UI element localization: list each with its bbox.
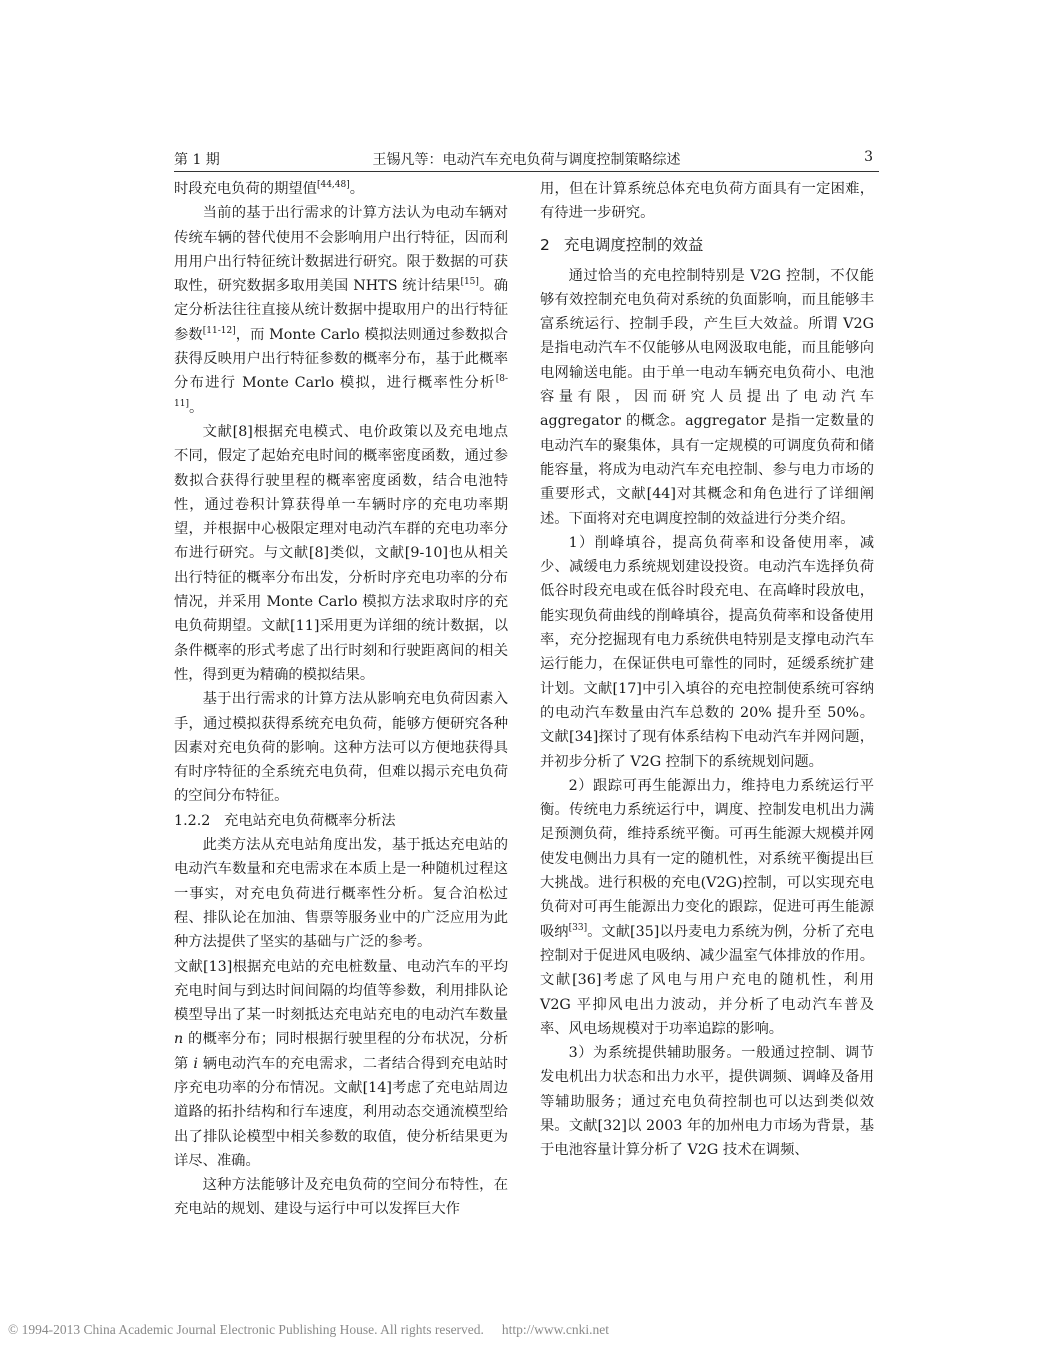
subsection-number: 1.2.2 <box>174 812 211 829</box>
paragraph: 这种方法能够计及充电负荷的空间分布特性，在充电站的规划、建设与运行中可以发挥巨大作 <box>174 1177 508 1218</box>
variable-n: n <box>174 1031 184 1048</box>
subsection-title: 充电站充电负荷概率分析法 <box>224 812 396 829</box>
paragraph <box>174 201 508 420</box>
citation: [33] <box>568 922 588 933</box>
right-column <box>540 177 874 1163</box>
citation: [15] <box>460 277 479 288</box>
text-run: 辆电动汽车的充电需求，二者结合得到充电站时序充电功率的分布情况。文献[14]考虑了充电站周边道路的拓扑结构和行车速度，利用动态交通流模型给出了排队论模型中相关参数的取值，使分析结果更为详尽、准确。 <box>174 1055 509 1169</box>
citation: [44,48] <box>316 180 350 191</box>
text-run: 文献[13]根据充电站的充电桩数量、电动汽车的平均充电时间与到达时间间隔的均值等参数，利用排队论模型导出了某一时刻抵达充电站充电的电动汽车数量 <box>174 958 508 1024</box>
paragraph: 3）为系统提供辅助服务。一般通过控制、调节发电机出力状态和出力水平，提供调频、调峰及备用等辅助服务；通过充电负荷控制也可以达到类似效果。文献[32]以 2003 年的加州电力市场为背景，基于电池容量计算分析了 V2G 技术在调频、 <box>540 1045 874 1159</box>
running-header <box>174 149 879 172</box>
page-number: 3 <box>864 149 873 165</box>
text-run: 当前的基于出行需求的计算方法认为电动车辆对传统车辆的替代使用不会影响用户出行特征，因而利用用户出行特征统计数据进行研究。限于数据的可获取性，研究数据多取用美国 NHTS 统计结果 <box>174 205 508 295</box>
citation: [8-11] <box>174 374 508 409</box>
text-run: 。 <box>349 181 365 197</box>
paragraph: 基于出行需求的计算方法从影响充电负荷因素入手，通过模拟获得系统充电负荷，能够方便研究各种因素对充电负荷的影响。这种方法可以方便地获得具有时序特征的全系统充电负荷，但难以揭示充电负荷的空间分布特征。 <box>174 691 508 805</box>
text-run: 2）跟踪可再生能源出力，维持电力系统运行平衡。传统电力系统运行中，调度、控制发电机出力满足预测负荷，维持系统平衡。可再生能源大规模并网使发电侧出力具有一定的随机性，对系统平衡提出巨大挑战。进行积极的充电(V2G)控制，可以实现充电负荷对可再生能源出力变化的跟踪，促进可再生能源吸纳 <box>540 777 874 940</box>
section-number: 2 <box>540 235 550 254</box>
text-run: 的概率分布；同时根据行驶里程的分布状况，分析第 <box>174 1031 508 1072</box>
paragraph <box>174 177 508 201</box>
left-column <box>174 177 508 1222</box>
copyright-text: © 1994-2013 China Academic Journal Electronic Publishing House. All rights reserved. <box>8 1322 484 1337</box>
footer-url[interactable]: http://www.cnki.net <box>501 1322 610 1337</box>
section-heading <box>540 230 874 260</box>
running-title: 王锡凡等：电动汽车充电负荷与调度控制策略综述 <box>372 152 681 168</box>
text-run: 。 <box>188 399 204 416</box>
text-run: 时段充电负荷的期望值 <box>174 181 317 197</box>
text-run: 。确定分析法往往直接从统计数据中提取用户的出行特征参数 <box>174 278 508 343</box>
variable-i: i <box>193 1055 198 1072</box>
subsection-heading <box>174 809 508 833</box>
paragraph: 用，但在计算系统总体充电负荷方面具有一定困难，有待进一步研究。 <box>540 181 874 222</box>
issue-number: 第 1 期 <box>174 152 220 168</box>
paragraph: 1）削峰填谷，提高负荷率和设备使用率，减少、减缓电力系统规划建设投资。电动汽车选择负荷低谷时段充电或在低谷时段充电、在高峰时段放电，能实现负荷曲线的削峰填谷，提高负荷率和设备使用率，充分挖掘现有电力系统供电特别是支撑电动汽车运行能力，在保证供电可靠性的同时，延缓系统扩建计划。文献[17]中引入填谷的充电控制使系统可容纳的电动汽车数量由汽车总数的 20% 提升至 50%。文献[34]探讨了现有体系结构下电动汽车并网问题，并初步分析了 V2G 控制下的系统规划问题。 <box>540 534 874 770</box>
text-run: 。文献[35]以丹麦电力系统为例，分析了充电控制对于促进风电吸纳、减少温室气体排放的作用。文献[36]考虑了风电与用户充电的随机性，利用 V2G 平抑风电出力波动，并分析了电动汽车普及率、风电场规模对于功率追踪的影响。 <box>540 923 874 1037</box>
paragraph <box>540 774 874 1041</box>
paragraph: 此类方法从充电站角度出发，基于抵达充电站的电动汽车数量和充电需求在本质上是一种随机过程这一事实，对充电负荷进行概率性分析。复合泊松过程、排队论在加油、售票等服务业中的广泛应用为此种方法提供了坚实的基础与广泛的参考。 <box>174 837 508 951</box>
citation: [11-12] <box>202 326 236 337</box>
paragraph: 通过恰当的充电控制特别是 V2G 控制，不仅能够有效控制充电负荷对系统的负面影响，而且能够丰富系统运行、控制手段，产生巨大效益。所谓 V2G 是指电动汽车不仅能够从电网汲取电能，而且能够向电网输送电能。由于单一电动车辆充电负荷小、电池容量有限，因而研究人员提出了电动汽车 aggregator 的概念。aggregator 是指一定数量的电动汽车的聚集体，具有一定规模的可调度负荷和储能容量，将成为电动汽车充电控制、参与电力市场的重要形式，文献[44]对其概念和角色进行了详细阐述。下面将对充电调度控制的效益进行分类介绍。 <box>540 267 874 527</box>
copyright-footer <box>8 1322 609 1338</box>
paragraph <box>174 955 508 1174</box>
text-run: ，而 Monte Carlo 模拟法则通过参数拟合获得反映用户出行特征参数的概率分布，基于此概率分布进行 Monte Carlo 模拟，进行概率性分析 <box>174 326 509 392</box>
section-title: 充电调度控制的效益 <box>563 235 704 254</box>
paragraph: 文献[8]根据充电模式、电价政策以及充电地点不同，假定了起始充电时间的概率密度函数，通过参数拟合获得行驶里程的概率密度函数，结合电池特性，通过卷积计算获得单一车辆时序的充电功率期望，并根据中心极限定理对电动汽车群的充电功率分布进行研究。与文献[8]类似，文献[9-10]也从相关出行特征的概率分布出发，分析时序充电功率的分布情况，并采用 Monte Carlo 模拟方法求取时序的充电负荷期望。文献[11]采用更为详细的统计数据，以条件概率的形式考虑了出行时刻和行驶距离间的相关性，得到更为精确的模拟结果。 <box>174 423 508 683</box>
